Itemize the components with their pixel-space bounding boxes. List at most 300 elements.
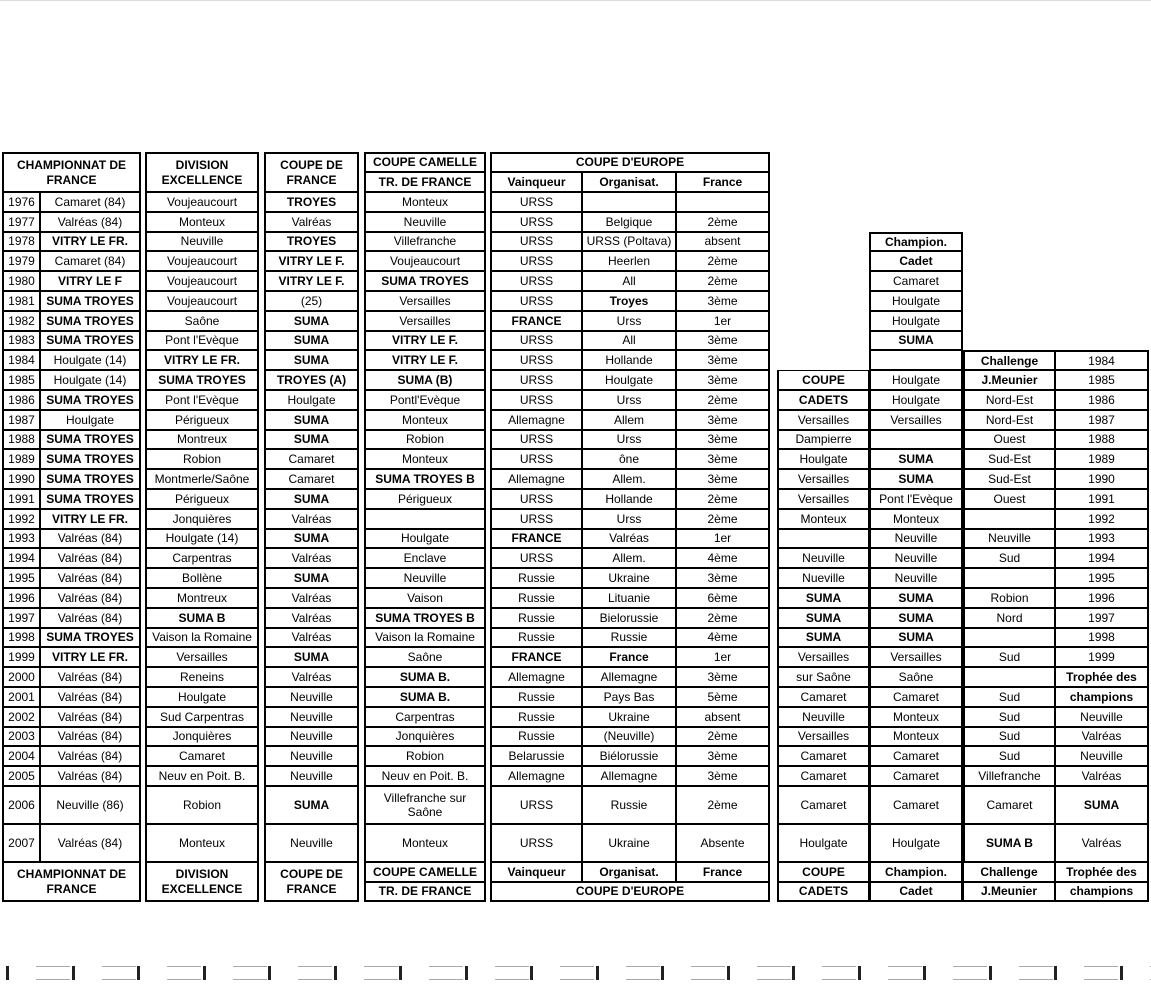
- cell-champion-cadet: Neuville: [869, 568, 963, 588]
- cell-coupe-de-france: TROYES (A): [264, 370, 359, 390]
- cell-france: 4ème: [676, 628, 770, 648]
- cell-coupe-de-france: Camaret: [264, 449, 359, 469]
- footer-champion-cadet-2: Cadet: [869, 882, 963, 902]
- cell-division: Neuville: [145, 232, 259, 252]
- cell-coupe-de-france: SUMA: [264, 647, 359, 667]
- cell-france: absent: [676, 232, 770, 252]
- cell-champion-cadet: Monteux: [869, 707, 963, 727]
- footer-division: DIVISION EXCELLENCE: [145, 862, 259, 902]
- cell-coupe-camelle: Versailles: [364, 311, 486, 331]
- cell-championnat: Neuville (86): [40, 786, 141, 824]
- cell-champion-cadet: Monteux: [869, 727, 963, 747]
- cell-vainqueur: Russie: [490, 608, 582, 628]
- cell-vainqueur: URSS: [490, 548, 582, 568]
- cell-championnat: SUMA TROYES: [40, 430, 141, 450]
- cell-champion-cadet: SUMA: [869, 449, 963, 469]
- cell-year: 1981: [2, 291, 40, 311]
- cell-challenge-year: 1988: [1055, 430, 1149, 450]
- cell-vainqueur: Russie: [490, 687, 582, 707]
- perforation-hole: [888, 966, 922, 980]
- cell-champion-cadet: [869, 350, 963, 370]
- cell-champion-cadet: SUMA: [869, 469, 963, 489]
- cell-coupe-de-france: (25): [264, 291, 359, 311]
- perforation-hole: [757, 966, 791, 980]
- cell-coupe-camelle: VITRY LE F.: [364, 350, 486, 370]
- cell-vainqueur: Russie: [490, 568, 582, 588]
- cell-france: 3ème: [676, 568, 770, 588]
- cell-challenge: Neuville: [963, 529, 1055, 549]
- perforation-mark: [137, 966, 140, 980]
- cell-challenge-year: 1990: [1055, 469, 1149, 489]
- cell-year: 2002: [2, 707, 40, 727]
- header-france: France: [676, 172, 770, 192]
- cell-year: 1990: [2, 469, 40, 489]
- cell-year: 1999: [2, 647, 40, 667]
- cell-organisat: Pays Bas: [582, 687, 676, 707]
- cell-division: Pont l'Evèque: [145, 390, 259, 410]
- cell-france: 3ème: [676, 766, 770, 786]
- footer-coupe-de-france: COUPE DE FRANCE: [264, 862, 359, 902]
- cell-challenge: Challenge: [963, 350, 1055, 370]
- cell-challenge: Villefranche: [963, 766, 1055, 786]
- header-coupe-camelle: COUPE CAMELLE: [364, 152, 486, 172]
- cell-year: 2001: [2, 687, 40, 707]
- cell-organisat: Urss: [582, 390, 676, 410]
- cell-champion-cadet: Cadet: [869, 251, 963, 271]
- cell-challenge: Camaret: [963, 786, 1055, 824]
- cell-vainqueur: FRANCE: [490, 529, 582, 549]
- cell-championnat: VITRY LE FR.: [40, 509, 141, 529]
- cell-france: 3ème: [676, 449, 770, 469]
- cell-vainqueur: URSS: [490, 370, 582, 390]
- cell-challenge: Nord-Est: [963, 410, 1055, 430]
- perforation-mark: [6, 966, 9, 980]
- cell-organisat: Houlgate: [582, 370, 676, 390]
- header-organisat: Organisat.: [582, 172, 676, 192]
- header-championnat: CHAMPIONNAT DE FRANCE: [2, 152, 141, 192]
- cell-organisat: Biélorussie: [582, 746, 676, 766]
- cell-champion-cadet: Versailles: [869, 410, 963, 430]
- cell-coupe-cadets: COUPE: [777, 370, 869, 390]
- cell-year: 1997: [2, 608, 40, 628]
- cell-coupe-cadets: Dampierre: [777, 430, 869, 450]
- footer-challenge-2: J.Meunier: [963, 882, 1055, 902]
- cell-champion-cadet: Versailles: [869, 647, 963, 667]
- perforation-mark: [399, 966, 402, 980]
- cell-organisat: Russie: [582, 628, 676, 648]
- cell-coupe-cadets: SUMA: [777, 608, 869, 628]
- cell-challenge-year: SUMA: [1055, 786, 1149, 824]
- perforation-hole: [560, 966, 594, 980]
- cell-year: 1980: [2, 271, 40, 291]
- cell-coupe-cadets: Versailles: [777, 647, 869, 667]
- perforation-hole: [953, 966, 987, 980]
- cell-challenge: Sud-Est: [963, 449, 1055, 469]
- cell-france: 2ème: [676, 489, 770, 509]
- cell-championnat: SUMA TROYES: [40, 489, 141, 509]
- cell-france: 2ème: [676, 212, 770, 232]
- cell-coupe-cadets: Camaret: [777, 766, 869, 786]
- cell-champion-cadet: SUMA: [869, 331, 963, 351]
- cell-challenge-year: 1986: [1055, 390, 1149, 410]
- perforation-hole: [822, 966, 856, 980]
- perforation-hole: [1019, 966, 1053, 980]
- cell-challenge-year: 1995: [1055, 568, 1149, 588]
- cell-organisat: Allemagne: [582, 766, 676, 786]
- cell-france: 1er: [676, 647, 770, 667]
- cell-vainqueur: URSS: [490, 430, 582, 450]
- cell-challenge-year: Valréas: [1055, 727, 1149, 747]
- cell-year: 2005: [2, 766, 40, 786]
- cell-year: 1982: [2, 311, 40, 331]
- cell-france: 2ème: [676, 390, 770, 410]
- cell-challenge: [963, 628, 1055, 648]
- cell-challenge-year: 1985: [1055, 370, 1149, 390]
- perforation-mark: [465, 966, 468, 980]
- cell-challenge-year: 1989: [1055, 449, 1149, 469]
- cell-organisat: Urss: [582, 509, 676, 529]
- cell-vainqueur: Allemagne: [490, 766, 582, 786]
- cell-year: 1977: [2, 212, 40, 232]
- cell-championnat: SUMA TROYES: [40, 628, 141, 648]
- perforation-hole: [1084, 966, 1118, 980]
- cell-challenge-year: 1998: [1055, 628, 1149, 648]
- cell-division: Robion: [145, 449, 259, 469]
- cell-challenge: Sud: [963, 687, 1055, 707]
- cell-challenge: [963, 568, 1055, 588]
- cell-vainqueur: Russie: [490, 707, 582, 727]
- cell-year: 2007: [2, 824, 40, 862]
- cell-division: Périgueux: [145, 410, 259, 430]
- cell-coupe-cadets: Versailles: [777, 469, 869, 489]
- cell-coupe-de-france: SUMA: [264, 311, 359, 331]
- footer-coupe-europe: COUPE D'EUROPE: [490, 882, 770, 902]
- cell-division: SUMA TROYES: [145, 370, 259, 390]
- cell-vainqueur: Allemagne: [490, 667, 582, 687]
- cell-championnat: Valréas (84): [40, 588, 141, 608]
- cell-vainqueur: URSS: [490, 232, 582, 252]
- cell-championnat: Valréas (84): [40, 548, 141, 568]
- cell-coupe-de-france: Camaret: [264, 469, 359, 489]
- cell-coupe-cadets: [777, 529, 869, 549]
- cell-champion-cadet: [869, 430, 963, 450]
- cell-champion-cadet: Neuville: [869, 529, 963, 549]
- cell-challenge: Sud: [963, 548, 1055, 568]
- cell-challenge: Sud: [963, 707, 1055, 727]
- cell-vainqueur: Russie: [490, 727, 582, 747]
- cell-champion-cadet: Camaret: [869, 786, 963, 824]
- cell-champion-cadet: Houlgate: [869, 370, 963, 390]
- cell-france: 1er: [676, 529, 770, 549]
- cell-division: Monteux: [145, 212, 259, 232]
- perforation-hole: [626, 966, 660, 980]
- cell-year: 1989: [2, 449, 40, 469]
- cell-division: Montreux: [145, 430, 259, 450]
- cell-organisat: Valréas: [582, 529, 676, 549]
- cell-organisat: ône: [582, 449, 676, 469]
- cell-championnat: SUMA TROYES: [40, 311, 141, 331]
- cell-challenge: Sud-Est: [963, 469, 1055, 489]
- cell-champion-cadet: Camaret: [869, 687, 963, 707]
- cell-vainqueur: FRANCE: [490, 311, 582, 331]
- cell-coupe-cadets: Neuville: [777, 548, 869, 568]
- cell-france: 3ème: [676, 331, 770, 351]
- cell-coupe-camelle: Vaison: [364, 588, 486, 608]
- cell-year: 1983: [2, 331, 40, 351]
- cell-france: 6ème: [676, 588, 770, 608]
- cell-coupe-cadets: sur Saône: [777, 667, 869, 687]
- cell-championnat: Valréas (84): [40, 727, 141, 747]
- header-tr-de-france: TR. DE FRANCE: [364, 172, 486, 192]
- cell-challenge-year: 1991: [1055, 489, 1149, 509]
- cell-france: 1er: [676, 311, 770, 331]
- cell-coupe-camelle: Saône: [364, 647, 486, 667]
- cell-challenge-year: Trophée des: [1055, 667, 1149, 687]
- cell-vainqueur: URSS: [490, 390, 582, 410]
- cell-coupe-cadets: Camaret: [777, 746, 869, 766]
- perforation-mark: [727, 966, 730, 980]
- perforation-mark: [268, 966, 271, 980]
- cell-division: Bollène: [145, 568, 259, 588]
- cell-division: Versailles: [145, 647, 259, 667]
- footer-trophee-2: champions: [1055, 882, 1149, 902]
- cell-vainqueur: URSS: [490, 449, 582, 469]
- cell-championnat: SUMA TROYES: [40, 390, 141, 410]
- cell-champion-cadet: Neuville: [869, 548, 963, 568]
- cell-coupe-de-france: SUMA: [264, 331, 359, 351]
- cell-coupe-de-france: Valréas: [264, 548, 359, 568]
- cell-france: 3ème: [676, 350, 770, 370]
- cell-championnat: Camaret (84): [40, 192, 141, 212]
- perforation-mark: [989, 966, 992, 980]
- perforation-mark: [792, 966, 795, 980]
- cell-france: 3ème: [676, 430, 770, 450]
- cell-division: Jonquières: [145, 727, 259, 747]
- header-coupe-de-france: COUPE DE FRANCE: [264, 152, 359, 192]
- cell-vainqueur: Allemagne: [490, 410, 582, 430]
- cell-champion-cadet: SUMA: [869, 588, 963, 608]
- cell-challenge: Sud: [963, 727, 1055, 747]
- cell-organisat: Belgique: [582, 212, 676, 232]
- cell-champion-cadet: Saône: [869, 667, 963, 687]
- cell-challenge: Sud: [963, 746, 1055, 766]
- perforation-hole: [691, 966, 725, 980]
- cell-championnat: Valréas (84): [40, 568, 141, 588]
- cell-organisat: All: [582, 331, 676, 351]
- footer-trophee-1: Trophée des: [1055, 862, 1149, 882]
- cell-year: 1984: [2, 350, 40, 370]
- perforation-mark: [596, 966, 599, 980]
- cell-vainqueur: URSS: [490, 489, 582, 509]
- cell-year: 1985: [2, 370, 40, 390]
- cell-division: Voujeaucourt: [145, 271, 259, 291]
- cell-organisat: Ukraine: [582, 568, 676, 588]
- cell-coupe-de-france: Valréas: [264, 667, 359, 687]
- cell-division: Voujeaucourt: [145, 192, 259, 212]
- cell-year: 1978: [2, 232, 40, 252]
- cell-division: Robion: [145, 786, 259, 824]
- perforation-hole: [495, 966, 529, 980]
- cell-organisat: [582, 192, 676, 212]
- footer-vainqueur: Vainqueur: [490, 862, 582, 882]
- cell-france: 2ème: [676, 727, 770, 747]
- footer-coupe-cadets-2: CADETS: [777, 882, 869, 902]
- footer-coupe-cadets-1: COUPE: [777, 862, 869, 882]
- cell-vainqueur: Belarussie: [490, 746, 582, 766]
- cell-coupe-cadets: Camaret: [777, 786, 869, 824]
- cell-vainqueur: URSS: [490, 271, 582, 291]
- cell-france: 2ème: [676, 608, 770, 628]
- cell-year: 1993: [2, 529, 40, 549]
- cell-organisat: Hollande: [582, 489, 676, 509]
- cell-coupe-de-france: Neuville: [264, 766, 359, 786]
- cell-coupe-cadets: Neuville: [777, 707, 869, 727]
- cell-champion-cadet: Champion.: [869, 232, 963, 252]
- cell-organisat: Allem.: [582, 469, 676, 489]
- cell-coupe-de-france: Valréas: [264, 628, 359, 648]
- header-coupe-europe: COUPE D'EUROPE: [490, 152, 770, 172]
- cell-organisat: Ukraine: [582, 824, 676, 862]
- cell-vainqueur: URSS: [490, 824, 582, 862]
- cell-coupe-cadets: CADETS: [777, 390, 869, 410]
- cell-coupe-cadets: Camaret: [777, 687, 869, 707]
- cell-champion-cadet: Camaret: [869, 271, 963, 291]
- cell-year: 2003: [2, 727, 40, 747]
- footer-champion-cadet-1: Champion.: [869, 862, 963, 882]
- cell-division: VITRY LE FR.: [145, 350, 259, 370]
- cell-coupe-de-france: SUMA: [264, 350, 359, 370]
- cell-coupe-de-france: Neuville: [264, 707, 359, 727]
- cell-division: Reneins: [145, 667, 259, 687]
- cell-france: absent: [676, 707, 770, 727]
- cell-coupe-camelle: Enclave: [364, 548, 486, 568]
- cell-championnat: VITRY LE F: [40, 271, 141, 291]
- footer-challenge-1: Challenge: [963, 862, 1055, 882]
- cell-coupe-cadets: SUMA: [777, 628, 869, 648]
- cell-france: 2ème: [676, 251, 770, 271]
- cell-challenge: [963, 509, 1055, 529]
- cell-challenge-year: 1987: [1055, 410, 1149, 430]
- cell-coupe-camelle: Neuville: [364, 568, 486, 588]
- cell-division: Houlgate (14): [145, 529, 259, 549]
- cell-challenge-year: Neuville: [1055, 707, 1149, 727]
- cell-coupe-camelle: SUMA B.: [364, 667, 486, 687]
- cell-challenge-year: 1993: [1055, 529, 1149, 549]
- cell-coupe-camelle: Neuville: [364, 212, 486, 232]
- cell-france: 2ème: [676, 509, 770, 529]
- cell-france: 3ème: [676, 370, 770, 390]
- cell-coupe-cadets: Versailles: [777, 489, 869, 509]
- perforation-mark: [1054, 966, 1057, 980]
- cell-coupe-de-france: SUMA: [264, 568, 359, 588]
- cell-vainqueur: URSS: [490, 509, 582, 529]
- cell-challenge-year: 1984: [1055, 350, 1149, 370]
- cell-challenge: Ouest: [963, 489, 1055, 509]
- header-vainqueur: Vainqueur: [490, 172, 582, 192]
- cell-coupe-de-france: Valréas: [264, 588, 359, 608]
- cell-year: 1996: [2, 588, 40, 608]
- cell-coupe-cadets: Versailles: [777, 410, 869, 430]
- cell-france: 3ème: [676, 469, 770, 489]
- cell-coupe-cadets: Houlgate: [777, 824, 869, 862]
- cell-division: Carpentras: [145, 548, 259, 568]
- cell-coupe-de-france: Neuville: [264, 824, 359, 862]
- perforation-hole: [102, 966, 136, 980]
- cell-coupe-de-france: SUMA: [264, 489, 359, 509]
- cell-coupe-cadets: Nueville: [777, 568, 869, 588]
- cell-championnat: Valréas (84): [40, 746, 141, 766]
- cell-challenge-year: 1992: [1055, 509, 1149, 529]
- perforation-mark: [858, 966, 861, 980]
- footer-organisat: Organisat.: [582, 862, 676, 882]
- cell-coupe-camelle: Pontl'Evèque: [364, 390, 486, 410]
- perforation-mark: [661, 966, 664, 980]
- header-division: DIVISION EXCELLENCE: [145, 152, 259, 192]
- cell-organisat: Russie: [582, 786, 676, 824]
- cell-year: 2000: [2, 667, 40, 687]
- cell-year: 1976: [2, 192, 40, 212]
- cell-year: 1987: [2, 410, 40, 430]
- perforation-hole: [364, 966, 398, 980]
- cell-champion-cadet: Camaret: [869, 766, 963, 786]
- cell-coupe-camelle: SUMA B.: [364, 687, 486, 707]
- cell-champion-cadet: Pont l'Evèque: [869, 489, 963, 509]
- cell-coupe-de-france: SUMA: [264, 529, 359, 549]
- footer-championnat: CHAMPIONNAT DE FRANCE: [2, 862, 141, 902]
- cell-year: 1994: [2, 548, 40, 568]
- cell-coupe-camelle: Voujeaucourt: [364, 251, 486, 271]
- cell-challenge-year: Valréas: [1055, 824, 1149, 862]
- cell-organisat: Hollande: [582, 350, 676, 370]
- cell-coupe-camelle: Vaison la Romaine: [364, 628, 486, 648]
- cell-vainqueur: URSS: [490, 331, 582, 351]
- cell-coupe-cadets: Versailles: [777, 727, 869, 747]
- cell-year: 2004: [2, 746, 40, 766]
- perforation-hole: [233, 966, 267, 980]
- cell-champion-cadet: Houlgate: [869, 390, 963, 410]
- cell-vainqueur: URSS: [490, 291, 582, 311]
- cell-division: Monteux: [145, 824, 259, 862]
- cell-division: Camaret: [145, 746, 259, 766]
- perforation-mark: [530, 966, 533, 980]
- cell-coupe-camelle: Robion: [364, 430, 486, 450]
- cell-division: Voujeaucourt: [145, 251, 259, 271]
- cell-coupe-camelle: SUMA TROYES: [364, 271, 486, 291]
- cell-coupe-camelle: Monteux: [364, 410, 486, 430]
- cell-championnat: VITRY LE FR.: [40, 647, 141, 667]
- cell-coupe-camelle: Carpentras: [364, 707, 486, 727]
- cell-coupe-cadets: Monteux: [777, 509, 869, 529]
- cell-challenge: Nord-Est: [963, 390, 1055, 410]
- cell-year: 1992: [2, 509, 40, 529]
- cell-division: Montreux: [145, 588, 259, 608]
- cell-organisat: Allem: [582, 410, 676, 430]
- cell-vainqueur: URSS: [490, 350, 582, 370]
- cell-coupe-cadets: SUMA: [777, 588, 869, 608]
- cell-championnat: Valréas (84): [40, 212, 141, 232]
- cell-division: SUMA B: [145, 608, 259, 628]
- cell-france: 3ème: [676, 667, 770, 687]
- cell-vainqueur: Russie: [490, 588, 582, 608]
- cell-france: [676, 192, 770, 212]
- cell-vainqueur: URSS: [490, 786, 582, 824]
- cell-championnat: Valréas (84): [40, 824, 141, 862]
- cell-france: 5ème: [676, 687, 770, 707]
- cell-challenge: Ouest: [963, 430, 1055, 450]
- cell-coupe-de-france: VITRY LE F.: [264, 271, 359, 291]
- cell-coupe-camelle: Monteux: [364, 192, 486, 212]
- cell-championnat: SUMA TROYES: [40, 331, 141, 351]
